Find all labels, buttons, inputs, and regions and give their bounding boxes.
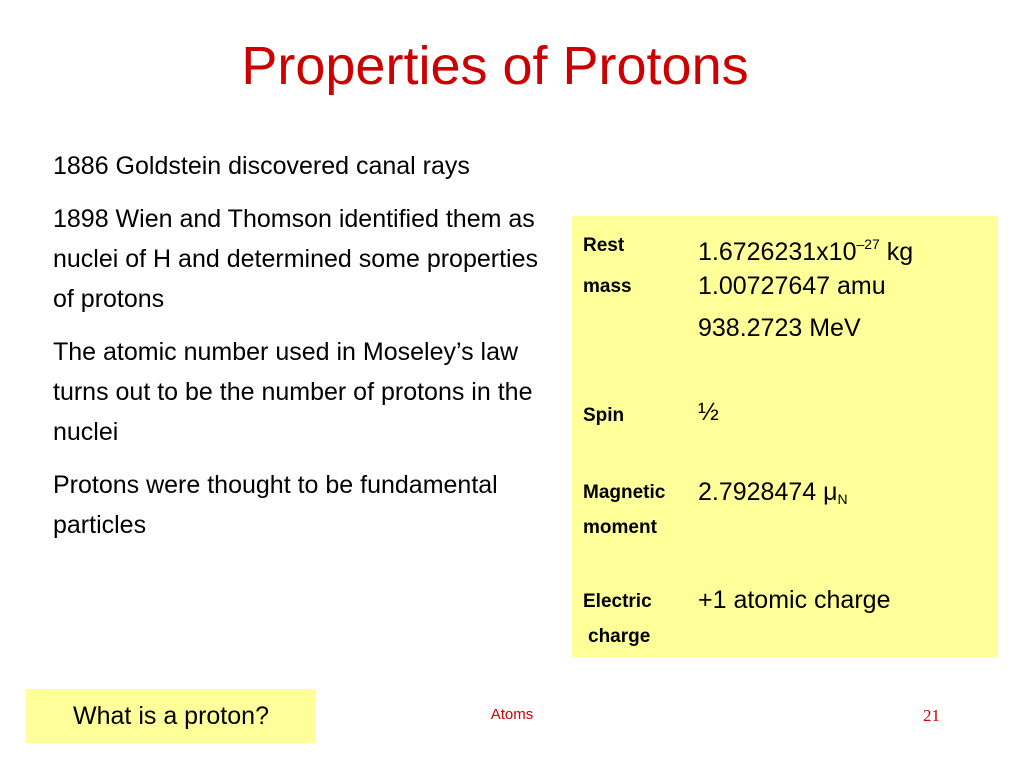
slide-title: Properties of Protons bbox=[241, 36, 749, 96]
bullet-item: Protons were thought to be fundamental particles bbox=[53, 471, 498, 539]
rest-mass-label-line-1: Rest bbox=[583, 235, 625, 256]
bullet-item: 1898 Wien and Thomson identified them as nuclei of H and determined some properties of protons bbox=[53, 205, 538, 313]
bullet-list bbox=[53, 146, 543, 558]
magnetic-moment-label-line-2: moment bbox=[583, 517, 657, 538]
magnetic-moment-label-line-1: Magnetic bbox=[583, 482, 666, 503]
spin-label: Spin bbox=[583, 405, 625, 426]
electric-charge-label-line-1: Electric bbox=[583, 591, 652, 612]
question-box: What is a proton? bbox=[26, 689, 316, 743]
mu-symbol: μ bbox=[823, 478, 838, 506]
spin-value: ½ bbox=[698, 398, 719, 426]
rest-mass-kg-unit: kg bbox=[879, 238, 914, 266]
bullet-item: 1886 Goldstein discovered canal rays bbox=[53, 152, 470, 180]
properties-table bbox=[572, 216, 998, 657]
bullet-item: The atomic number used in Moseley’s law turns out to be the number of protons in the nuclei bbox=[53, 338, 533, 446]
rest-mass-kg-value bbox=[698, 224, 913, 272]
electric-charge-value: +1 atomic charge bbox=[698, 586, 891, 614]
electric-charge-label-line-2: charge bbox=[588, 626, 651, 647]
magnetic-moment-number: 2.7928474 bbox=[698, 478, 824, 506]
footer-label: Atoms bbox=[490, 706, 534, 723]
rest-mass-label-line-2: mass bbox=[583, 276, 632, 297]
rest-mass-kg-exponent: –27 bbox=[856, 236, 880, 252]
page-number: 21 bbox=[923, 706, 940, 725]
rest-mass-amu-value: 1.00727647 amu bbox=[698, 272, 886, 300]
magnetic-moment-value bbox=[698, 472, 848, 519]
mu-subscript: N bbox=[837, 491, 848, 507]
rest-mass-mev-value: 938.2723 MeV bbox=[698, 314, 861, 342]
rest-mass-kg-base: 1.6726231x10 bbox=[698, 238, 857, 266]
